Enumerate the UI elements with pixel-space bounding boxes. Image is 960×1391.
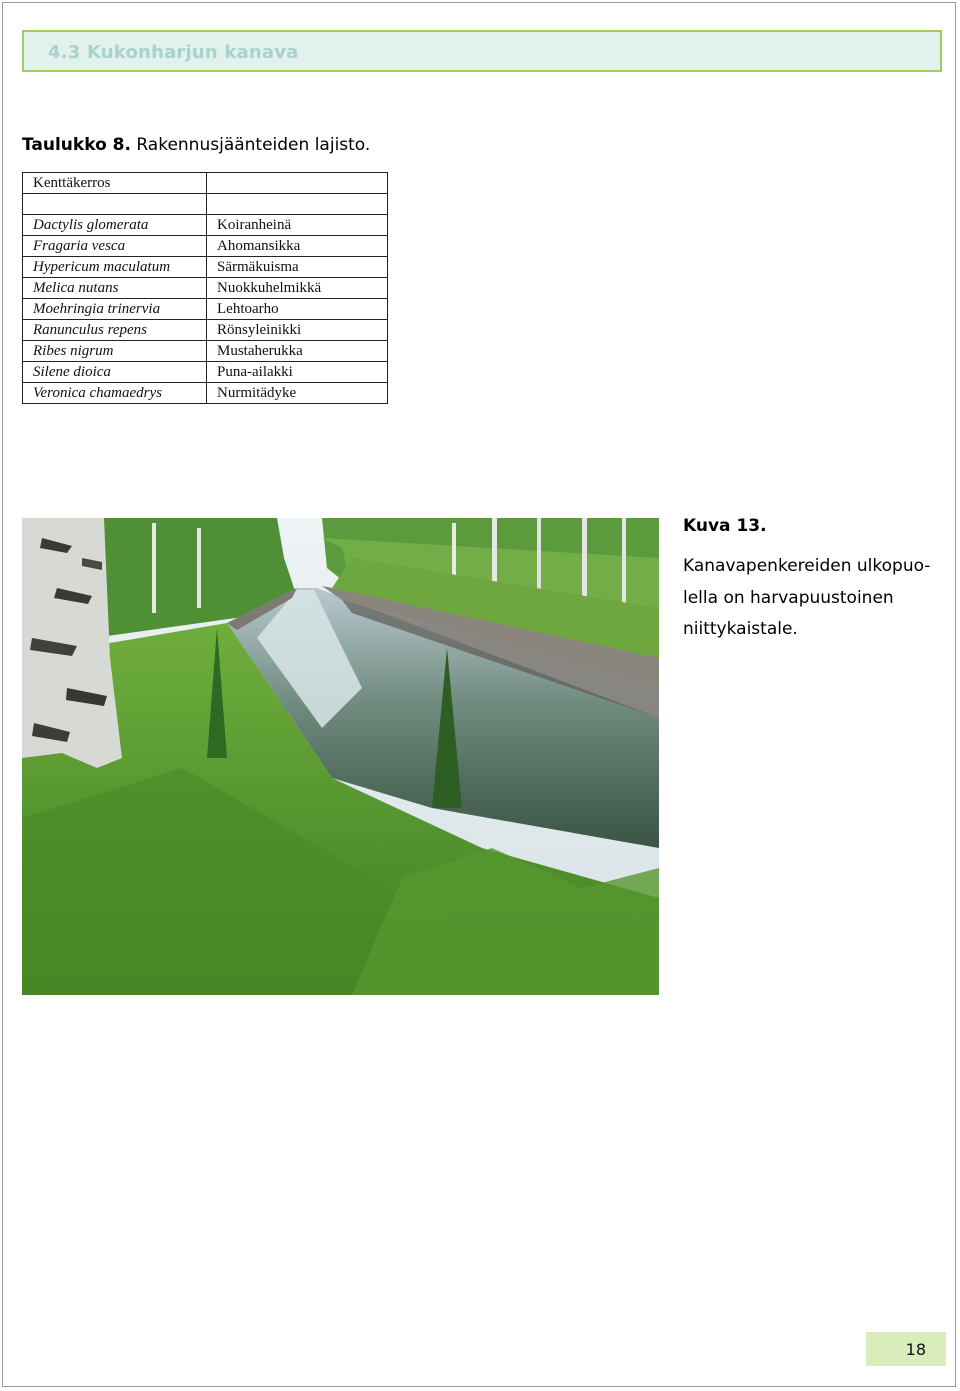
figure-caption-line: Kanavapenkereiden ulkopuo-	[683, 556, 931, 576]
finnish-name-cell: Lehtoarho	[207, 299, 388, 320]
table-caption	[22, 135, 370, 155]
table-row	[23, 299, 388, 320]
table-row	[23, 278, 388, 299]
finnish-name-cell: Puna-ailakki	[207, 362, 388, 383]
finnish-name-cell: Nuokkuhelmikkä	[207, 278, 388, 299]
page-number: 18	[905, 1340, 926, 1359]
latin-name-cell: Hypericum maculatum	[23, 257, 207, 278]
figure-caption-line: lella on harvapuustoinen	[683, 587, 894, 608]
latin-name-cell: Melica nutans	[23, 278, 207, 299]
figure-caption	[683, 551, 948, 646]
latin-name-cell: Veronica chamaedrys	[23, 383, 207, 404]
table-spacer-cell	[207, 194, 388, 215]
table-header-row	[23, 173, 388, 194]
table-row	[23, 215, 388, 236]
figure-label: Kuva 13.	[683, 516, 767, 536]
table-row	[23, 383, 388, 404]
finnish-name-cell: Särmäkuisma	[207, 257, 388, 278]
table-row	[23, 257, 388, 278]
finnish-name-cell: Ahomansikka	[207, 236, 388, 257]
finnish-name-cell: Nurmitädyke	[207, 383, 388, 404]
latin-name-cell: Fragaria vesca	[23, 236, 207, 257]
table-caption-text: Rakennusjäänteiden lajisto.	[130, 135, 371, 155]
table-row	[23, 320, 388, 341]
finnish-name-cell: Koiranheinä	[207, 215, 388, 236]
finnish-name-cell: Mustaherukka	[207, 341, 388, 362]
latin-name-cell: Moehringia trinervia	[23, 299, 207, 320]
table-row	[23, 341, 388, 362]
table-header-empty-cell	[207, 173, 388, 194]
latin-name-cell: Ranunculus repens	[23, 320, 207, 341]
table-spacer-cell	[23, 194, 207, 215]
page-number-box	[866, 1332, 946, 1366]
table-spacer-row	[23, 194, 388, 215]
table-caption-label: Taulukko 8.	[22, 135, 131, 155]
section-banner	[22, 30, 942, 72]
latin-name-cell: Ribes nigrum	[23, 341, 207, 362]
species-table	[22, 172, 388, 404]
table-row	[23, 362, 388, 383]
latin-name-cell: Silene dioica	[23, 362, 207, 383]
table-row	[23, 236, 388, 257]
table-header-cell: Kenttäkerros	[23, 173, 207, 194]
canal-photo	[22, 518, 659, 995]
figure-caption-line: niittykaistale.	[683, 619, 798, 639]
section-heading: 4.3 Kukonharjun kanava	[48, 42, 299, 63]
finnish-name-cell: Rönsyleinikki	[207, 320, 388, 341]
latin-name-cell: Dactylis glomerata	[23, 215, 207, 236]
